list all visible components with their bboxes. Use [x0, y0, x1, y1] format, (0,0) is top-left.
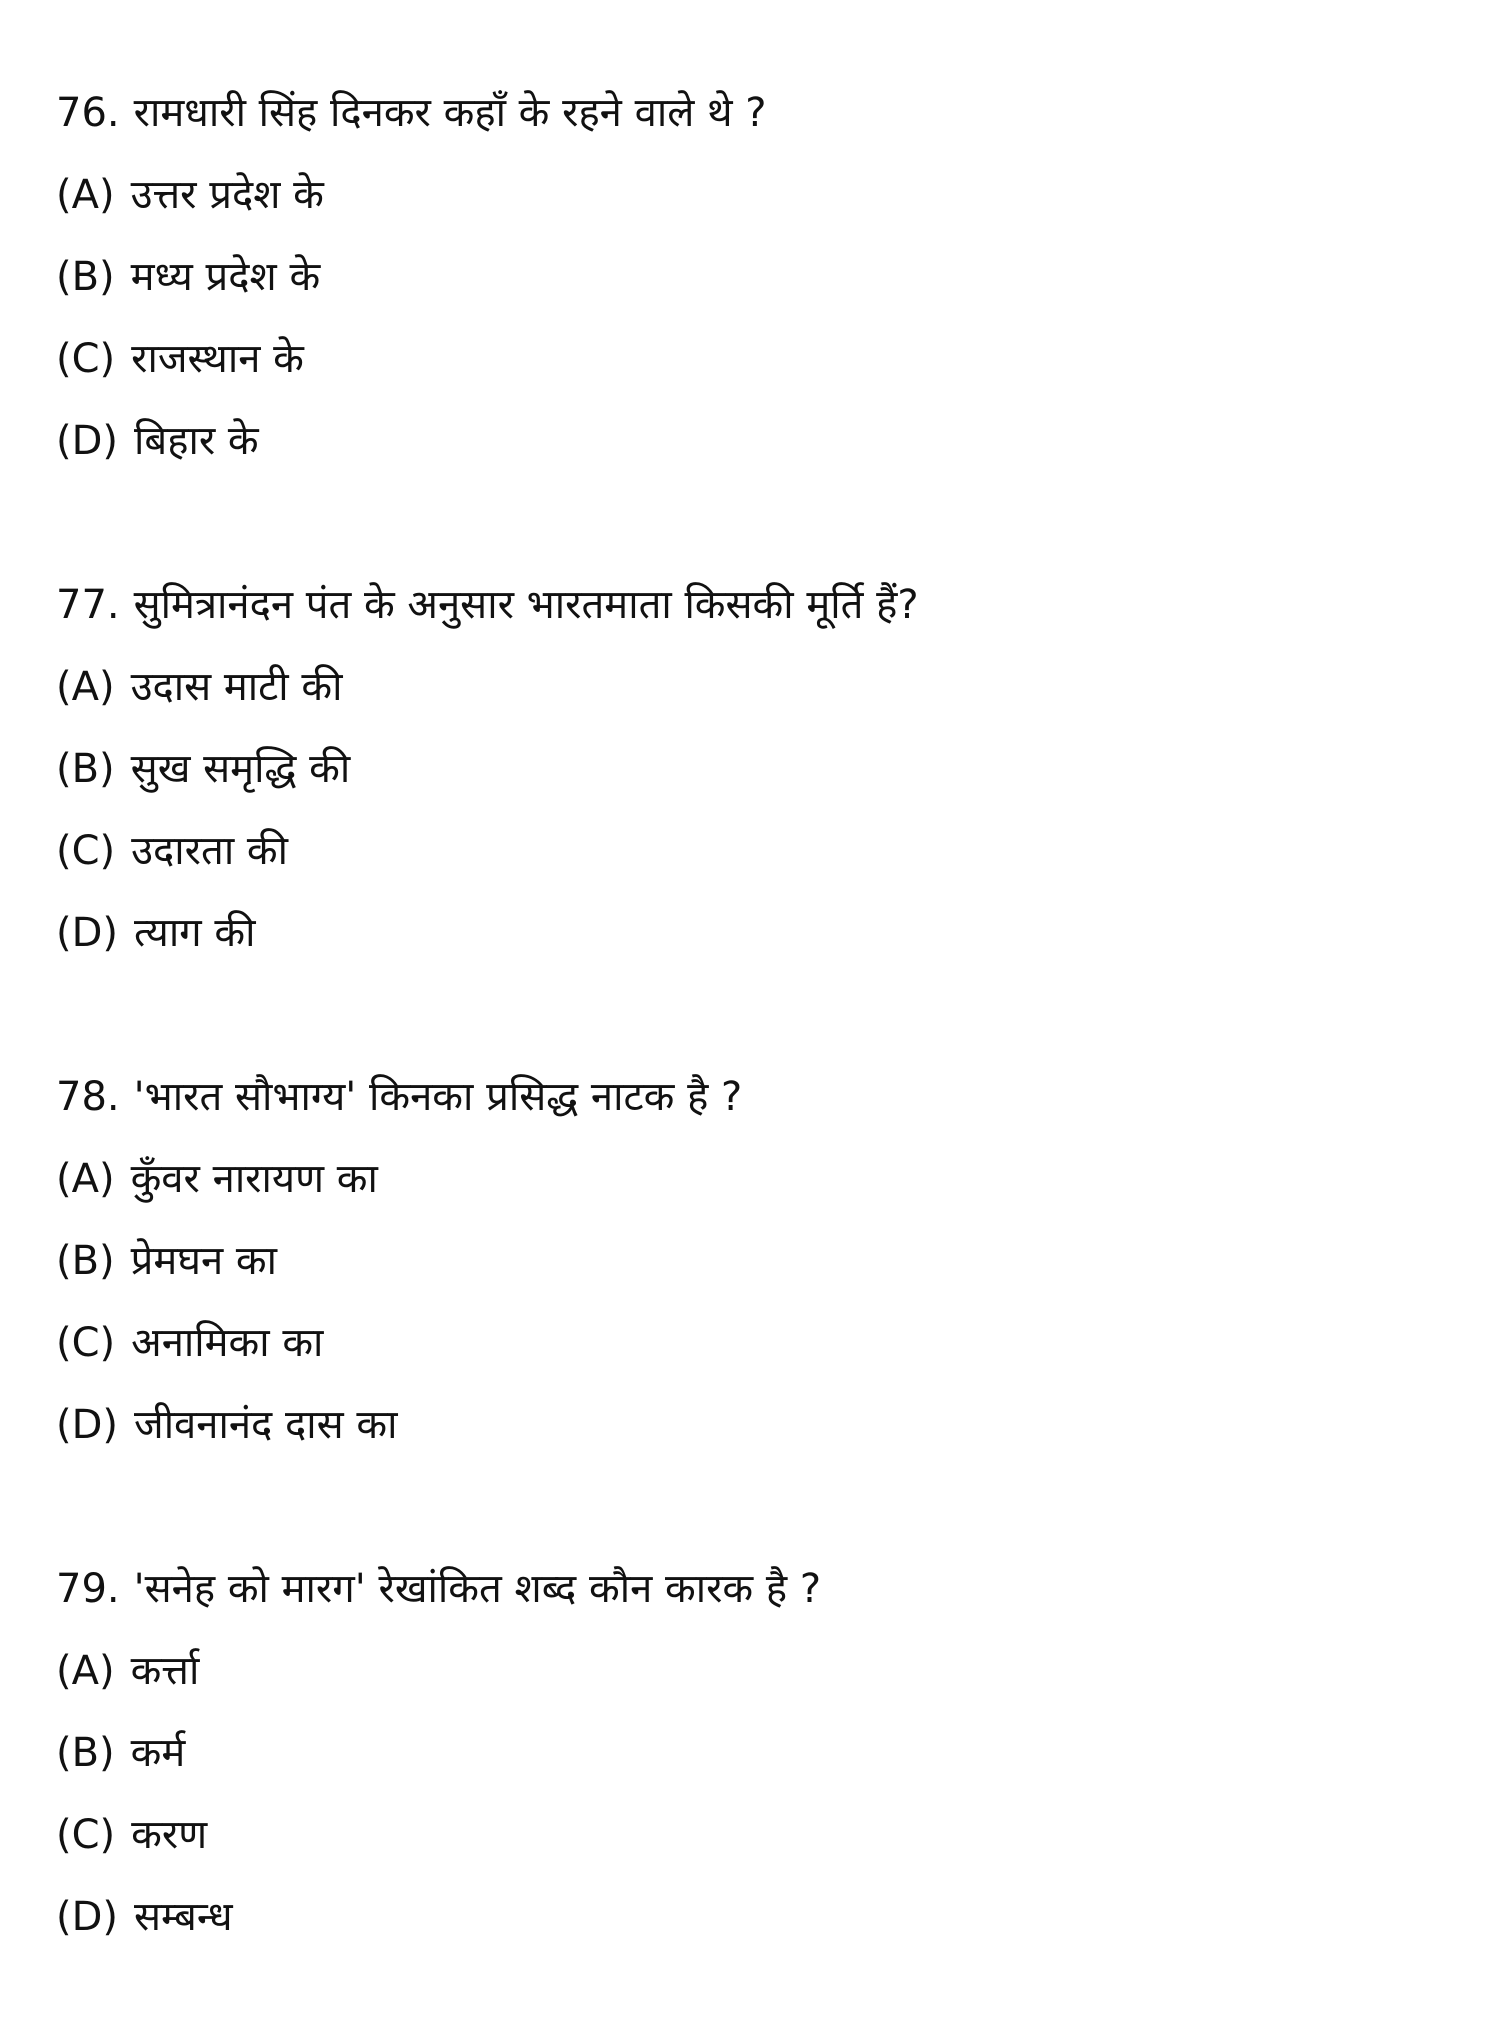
option-label: (B) [56, 254, 115, 300]
option-c [56, 318, 1456, 400]
option-d [56, 400, 1456, 482]
option-label: (A) [56, 1648, 115, 1694]
option-text: त्याग की [134, 910, 256, 956]
option-label: (C) [56, 1812, 116, 1858]
option-c [56, 1794, 1456, 1876]
option-a [56, 1138, 1456, 1220]
option-label: (A) [56, 172, 115, 218]
question-text: 'सनेह को मारग' रेखांकित शब्द कौन कारक है ? [133, 1566, 822, 1612]
question-77 [56, 564, 1456, 974]
option-text: उत्तर प्रदेश के [130, 172, 324, 218]
option-b [56, 1712, 1456, 1794]
option-b [56, 236, 1456, 318]
question-number: 77. [56, 582, 120, 628]
option-a [56, 154, 1456, 236]
question-text-line [56, 72, 1456, 154]
option-text: सुख समृद्धि की [130, 746, 351, 792]
question-text-line [56, 564, 1456, 646]
question-number: 79. [56, 1566, 120, 1612]
question-79 [56, 1548, 1456, 1958]
option-text: कर्त्ता [130, 1648, 200, 1694]
option-text: प्रेमघन का [130, 1238, 277, 1284]
option-label: (A) [56, 664, 115, 710]
option-text: राजस्थान के [131, 336, 304, 382]
option-label: (D) [56, 1894, 119, 1940]
option-d [56, 1384, 1456, 1466]
option-a [56, 646, 1456, 728]
option-text: उदास माटी की [130, 664, 343, 710]
option-label: (C) [56, 828, 116, 874]
option-label: (D) [56, 418, 119, 464]
option-label: (D) [56, 1402, 119, 1448]
option-text: बिहार के [134, 418, 259, 464]
question-number: 78. [56, 1074, 120, 1120]
option-label: (B) [56, 1238, 115, 1284]
option-label: (C) [56, 1320, 116, 1366]
option-label: (B) [56, 1730, 115, 1776]
question-78 [56, 1056, 1456, 1466]
option-a [56, 1630, 1456, 1712]
option-text: सम्बन्ध [134, 1894, 233, 1940]
option-label: (A) [56, 1156, 115, 1202]
question-text: रामधारी सिंह दिनकर कहाँ के रहने वाले थे ? [133, 90, 767, 136]
option-d [56, 892, 1456, 974]
option-text: जीवनानंद दास का [134, 1402, 398, 1448]
option-b [56, 728, 1456, 810]
option-text: मध्य प्रदेश के [130, 254, 321, 300]
option-text: कुँवर नारायण का [130, 1156, 378, 1202]
question-text-line [56, 1548, 1456, 1630]
option-label: (D) [56, 910, 119, 956]
question-text: 'भारत सौभाग्य' किनका प्रसिद्ध नाटक है ? [133, 1074, 743, 1120]
option-c [56, 810, 1456, 892]
option-text: उदारता की [131, 828, 288, 874]
question-text: सुमित्रानंदन पंत के अनुसार भारतमाता किसकी मूर्ति हैं? [133, 582, 919, 628]
option-b [56, 1220, 1456, 1302]
question-text-line [56, 1056, 1456, 1138]
question-number: 76. [56, 90, 120, 136]
option-text: अनामिका का [131, 1320, 324, 1366]
question-76 [56, 72, 1456, 482]
option-c [56, 1302, 1456, 1384]
option-label: (B) [56, 746, 115, 792]
option-text: करण [131, 1812, 208, 1858]
option-text: कर्म [130, 1730, 186, 1776]
option-label: (C) [56, 336, 116, 382]
option-d [56, 1876, 1456, 1958]
